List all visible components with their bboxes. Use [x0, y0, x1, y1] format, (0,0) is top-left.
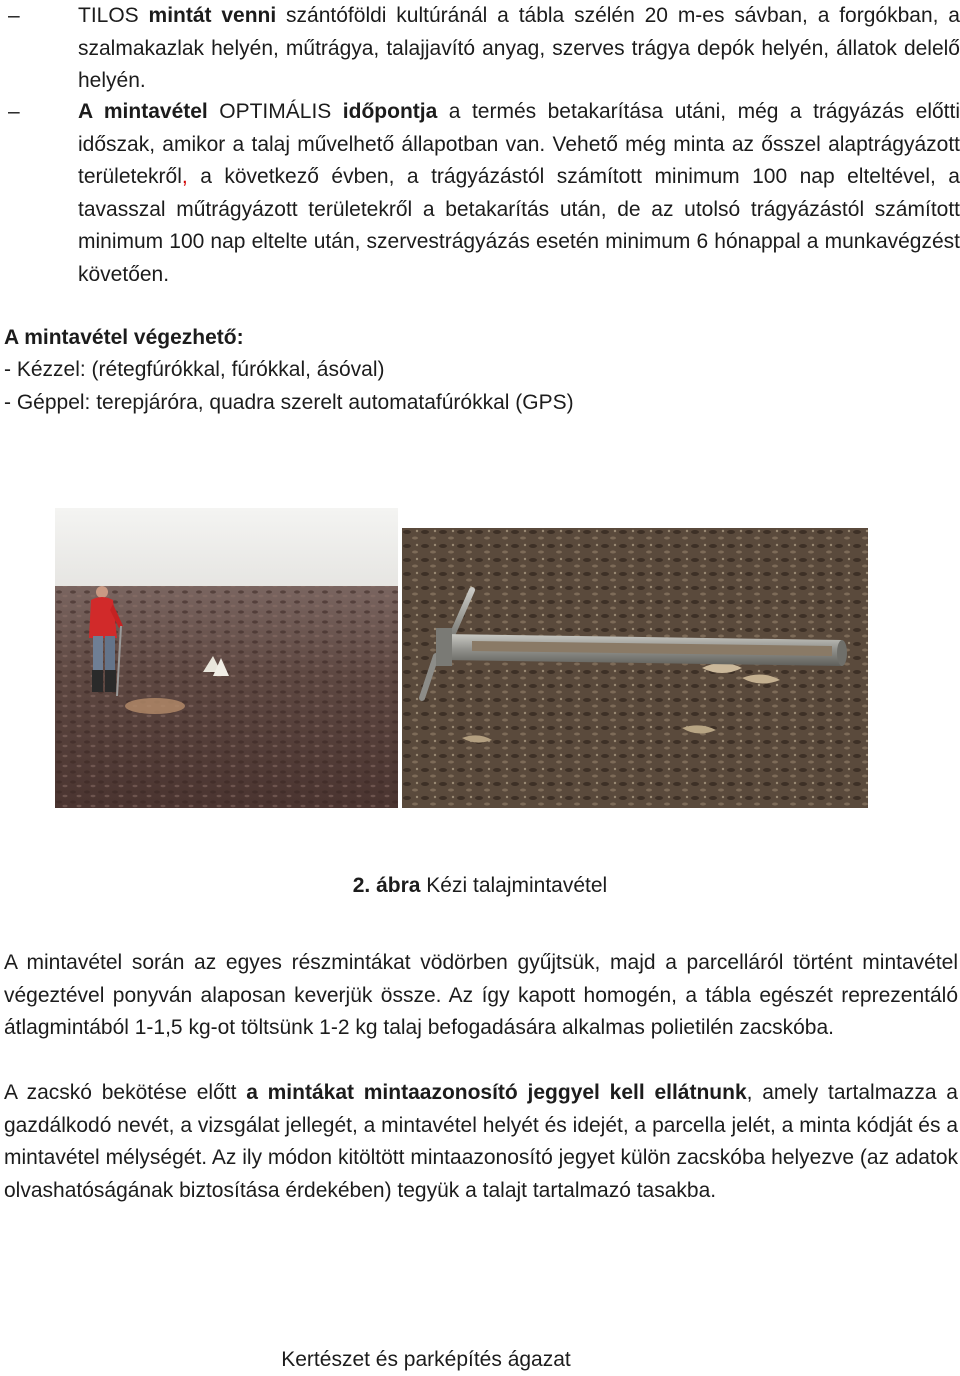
text-run: szántóföldi kultúránál a tábla szélén 20 m-es sávban, a forgókban, a szalmakazlak helyén, műtrágya, talajjavító anyag, szerves trágya depók helyén, állatok delelő helyén.: [78, 4, 960, 93]
bold-text-run: a mintákat mintaazonosító jeggyel kell ellátnunk: [246, 1081, 747, 1104]
bullet-text: [78, 96, 960, 292]
text-run: a következő évben, a trágyázástól számított minimum 100 nap elteltével, a tavasszal műtrágyázott területekről a betakarítás után, de az utolsó trágyázástól számított minimum 100 nap eltelte után, szervestrágyázás esetén minimum 6 hónappal a munkavégzést követően.: [78, 165, 960, 286]
text-run: A zacskó bekötése előtt: [4, 1081, 247, 1104]
page-footer: Kertészet és parképítés ágazat: [281, 1348, 571, 1371]
bold-text-run: A mintavétel: [78, 100, 208, 123]
bullet-text: [78, 0, 960, 98]
figure-number: 2. ábra: [352, 874, 421, 897]
text-run: OPTIMÁLIS: [207, 100, 343, 123]
paragraph-labeling: [4, 1077, 958, 1207]
dash-marker: –: [8, 100, 20, 123]
photo-field-sampling: [55, 508, 398, 808]
figure-caption: [0, 870, 960, 902]
dash-marker: –: [8, 4, 20, 27]
text-run: TILOS: [78, 4, 149, 27]
bold-text-run: időpontja: [342, 100, 438, 123]
bold-text-run: mintát venni: [148, 4, 277, 27]
section-heading: [4, 322, 244, 355]
method-item-manual: - Kézzel: (rétegfúrókkal, fúrókkal, ásóval): [4, 358, 385, 381]
text-run: , amely tartalmazza a gazdálkodó nevét, a vizsgálat jellegét, a mintavétel helyét és idejét, a parcella jelét, a minta kódját és a mintavétel mélységét. Az ily módon kitöltött mintaazonosító jegyet külön zacskóba helyezve (az adatok olvashatóságának biztosítása érdekében) tegyük a talajt tartalmazó tasakba.: [4, 1081, 958, 1202]
photo-soil-auger: [402, 528, 868, 808]
auger-photo-illustration: [402, 528, 868, 808]
red-comma: ,: [181, 165, 188, 189]
paragraph-mixing: A mintavétel során az egyes részmintákat vödörben gyűjtsük, majd a parcelláról történt mintavétel végeztével ponyván alaposan keverjük össze. Az így kapott homogén, a tábla egészét reprezentáló átlagmintából 1-1,5 kg-ot töltsünk 1-2 kg talaj befogadására alkalmas polietilén zacskóba.: [4, 951, 958, 1040]
figure-caption-text: Kézi talajmintavétel: [420, 874, 608, 897]
text-run: a termés betakarítása utáni, még a trágyázás előtti időszak, amikor a talaj művelhető állapotban van. Vehető még minta az ősszel alaptrágyázott területekről: [78, 100, 960, 189]
method-item-machine: - Géppel: terepjáróra, quadra szerelt automatafúrókkal (GPS): [4, 391, 574, 414]
field-photo-illustration: [55, 508, 398, 808]
section-heading-text: A mintavétel végezhető:: [4, 326, 244, 349]
